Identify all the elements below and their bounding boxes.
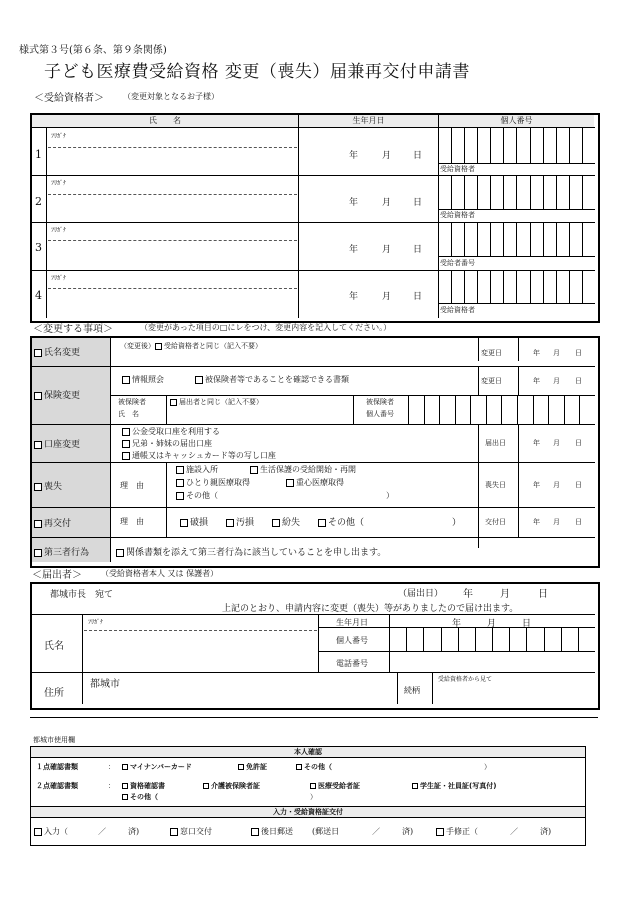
one-point-option-license[interactable]: 免許証 bbox=[238, 762, 267, 772]
later-mail-checkbox[interactable]: 後日郵送 bbox=[251, 826, 293, 837]
insurance-option-document[interactable]: 被保険者等であることを確認できる書類 bbox=[195, 374, 349, 385]
third-party-statement[interactable]: 関係書類を添えて第三者行為に該当していることを申し出ます。 bbox=[116, 545, 386, 558]
ymd-year: 年 bbox=[533, 349, 540, 357]
applicant-relation-label: 続柄 bbox=[404, 686, 420, 695]
dob-month: 月 bbox=[382, 151, 392, 161]
section-heading-recipient: ＜受給資格者＞ bbox=[34, 93, 104, 104]
id-sub-label: 受給資格者 bbox=[440, 306, 475, 314]
section-note-changes: （変更があった項目の□にレをつけ、変更内容を記入してください。） bbox=[140, 323, 392, 332]
id-digit-cells[interactable] bbox=[438, 128, 595, 163]
reissue-option-other-close: ） bbox=[452, 518, 462, 528]
slash: ／ bbox=[510, 827, 518, 836]
mail-date-label: (郵送日 bbox=[312, 827, 340, 836]
holder-label: 被保険者 bbox=[118, 398, 146, 406]
section-note-applicant: （受給資格者本人 又は 保護者） bbox=[101, 569, 219, 578]
dob-month: 月 bbox=[382, 245, 392, 255]
id-sub-label: 受給資格者 bbox=[440, 211, 475, 219]
slash: ／ bbox=[372, 827, 380, 836]
applicant-phone-label: 電話番号 bbox=[336, 659, 368, 668]
input-checkbox[interactable]: 入力（ bbox=[34, 826, 68, 837]
section-heading-applicant: ＜届出者＞ bbox=[32, 570, 82, 581]
account-option-copy[interactable]: 通帳又はキャッシュカード等の写し口座 bbox=[122, 450, 276, 461]
applicant-id-label: 個人番号 bbox=[336, 636, 368, 645]
third-party-checkbox-label[interactable]: 第三者行為 bbox=[34, 545, 89, 558]
id-sub-label: 受給資格者 bbox=[440, 165, 475, 173]
applicant-furigana-label: ﾌﾘｶﾞﾅ bbox=[88, 619, 104, 626]
furigana-label: ﾌﾘｶﾞﾅ bbox=[51, 227, 67, 234]
loss-option-single-parent[interactable]: ひとり親医療取得 bbox=[176, 477, 250, 488]
ymd-year: 年 bbox=[533, 518, 540, 526]
furigana-label: ﾌﾘｶﾞﾅ bbox=[51, 180, 67, 187]
office-use-table bbox=[30, 746, 586, 846]
dob-day: 日 bbox=[413, 292, 423, 302]
account-date-label: 届出日 bbox=[485, 439, 506, 447]
holder-id-cells[interactable] bbox=[408, 395, 595, 424]
verify-title: 本人確認 bbox=[31, 747, 585, 757]
ymd-month: 月 bbox=[553, 377, 560, 385]
applicant-statement: 上記のとおり、申請内容に変更（喪失）等がありましたので届け出ます。 bbox=[222, 604, 519, 614]
ymd-month: 月 bbox=[553, 349, 560, 357]
page-title: 子ども医療費受給資格 変更（喪失）届兼再交付申請書 bbox=[44, 62, 470, 82]
slash: ／ bbox=[98, 827, 106, 836]
dob-year: 年 bbox=[349, 245, 359, 255]
two-point-other-close: ） bbox=[310, 793, 317, 801]
two-point-option-qualification[interactable]: 資格確認書 bbox=[122, 781, 165, 791]
ymd-year: 年 bbox=[533, 377, 540, 385]
two-point-label: ２点確認書類 bbox=[36, 782, 78, 790]
ymd-day: 日 bbox=[575, 439, 582, 447]
holder-id-label-1: 被保険者 bbox=[366, 398, 394, 406]
id-digit-cells[interactable] bbox=[438, 223, 595, 256]
one-point-option-other[interactable]: その他（ bbox=[296, 762, 332, 772]
row-number: 1 bbox=[35, 148, 42, 161]
ymd-day: 日 bbox=[575, 518, 582, 526]
section-note-recipient: （変更対象となるお子様） bbox=[123, 92, 219, 101]
insurance-date-label: 変更日 bbox=[481, 377, 502, 385]
manual-fix-checkbox[interactable]: 手修正（ bbox=[436, 826, 478, 837]
ymd-month: 月 bbox=[553, 518, 560, 526]
id-digit-cells[interactable] bbox=[438, 271, 595, 303]
loss-option-facility[interactable]: 施設入所 bbox=[176, 464, 218, 475]
dob-year: 年 bbox=[349, 198, 359, 208]
row-number: 4 bbox=[35, 289, 42, 302]
office-use-heading: 都城市使用欄 bbox=[33, 736, 75, 744]
reissue-option-damaged[interactable]: 破損 bbox=[180, 515, 208, 528]
furigana-label: ﾌﾘｶﾞﾅ bbox=[51, 275, 67, 282]
form-number: 様式第３号(第６条、第９条関係) bbox=[19, 45, 167, 56]
applicant-dob-year: 年 bbox=[452, 619, 462, 629]
colon: ： bbox=[108, 782, 115, 790]
done: 済) bbox=[402, 827, 414, 836]
dob-year: 年 bbox=[349, 151, 359, 161]
account-option-public[interactable]: 公金受取口座を利用する bbox=[122, 426, 220, 437]
applicant-address-label: 住所 bbox=[44, 688, 64, 699]
section-heading-changes: ＜変更する事項＞ bbox=[33, 324, 113, 335]
applicant-id-cells[interactable] bbox=[389, 627, 595, 651]
reissue-checkbox-label[interactable]: 再交付 bbox=[34, 516, 71, 529]
applicant-relation-note: 受給資格者から見て bbox=[438, 676, 493, 683]
id-sub-label: 受給者番号 bbox=[440, 259, 475, 267]
loss-option-other-close: ） bbox=[386, 491, 394, 500]
dob-day: 日 bbox=[413, 245, 423, 255]
applicant-dob-day: 日 bbox=[522, 619, 532, 629]
reissue-option-soiled[interactable]: 汚損 bbox=[226, 515, 254, 528]
insurance-change-checkbox-label[interactable]: 保険変更 bbox=[34, 388, 80, 401]
holder-name-label: 氏 名 bbox=[118, 410, 139, 418]
insurance-option-inquiry[interactable]: 情報照会 bbox=[122, 374, 164, 385]
input-title: 入力・受給資格証交付 bbox=[31, 807, 585, 817]
changes-table bbox=[30, 336, 600, 568]
ymd-month: 月 bbox=[553, 439, 560, 447]
addressee: 都城市長 宛て bbox=[50, 590, 114, 600]
two-point-option-student[interactable]: 学生証・社員証(写真付) bbox=[412, 781, 496, 791]
account-option-sibling[interactable]: 兄弟・姉妹の届出口座 bbox=[122, 438, 212, 449]
name-change-checkbox-label[interactable]: 氏名変更 bbox=[34, 345, 80, 358]
done: 済) bbox=[128, 827, 140, 836]
row-number: 3 bbox=[35, 241, 42, 254]
reissue-date-label: 交付日 bbox=[485, 518, 506, 526]
ymd-year: 年 bbox=[533, 439, 540, 447]
dob-month: 月 bbox=[382, 198, 392, 208]
filing-date-label: （届出日） bbox=[398, 589, 444, 599]
col-id-header: 個人番号 bbox=[439, 115, 594, 127]
reissue-reason-label: 理 由 bbox=[120, 517, 144, 526]
ymd-day: 日 bbox=[575, 377, 582, 385]
dob-month: 月 bbox=[382, 292, 392, 302]
dob-year: 年 bbox=[349, 292, 359, 302]
one-point-label: １点確認書類 bbox=[36, 763, 78, 771]
filing-year: 年 bbox=[463, 589, 473, 600]
row-number: 2 bbox=[35, 195, 42, 208]
name-change-note: （変更後） 受給資格者と同じ（記入不要） bbox=[120, 342, 262, 350]
loss-option-other[interactable]: その他（ bbox=[176, 490, 218, 501]
applicant-dob-label: 生年月日 bbox=[336, 618, 368, 627]
account-change-checkbox-label[interactable]: 口座変更 bbox=[34, 437, 80, 450]
id-digit-cells[interactable] bbox=[438, 176, 595, 209]
applicant-dob-month: 月 bbox=[487, 619, 497, 629]
furigana-label: ﾌﾘｶﾞﾅ bbox=[51, 133, 67, 140]
holder-id-label-2: 個人番号 bbox=[366, 410, 394, 418]
filing-month: 月 bbox=[500, 589, 510, 600]
reissue-option-lost[interactable]: 紛失 bbox=[272, 515, 300, 528]
loss-reason-label: 理 由 bbox=[120, 481, 144, 490]
dob-day: 日 bbox=[413, 151, 423, 161]
ymd-month: 月 bbox=[553, 481, 560, 489]
name-change-date-label: 変更日 bbox=[481, 349, 502, 357]
ymd-day: 日 bbox=[575, 349, 582, 357]
col-dob-header: 生年月日 bbox=[299, 115, 438, 127]
two-point-option-medical[interactable]: 医療受給者証 bbox=[310, 781, 360, 791]
counter-issue-checkbox[interactable]: 窓口交付 bbox=[170, 826, 212, 837]
applicant-name-label: 氏名 bbox=[44, 641, 64, 652]
loss-option-severe[interactable]: 重心医療取得 bbox=[286, 477, 344, 488]
two-point-option-other[interactable]: その他（ bbox=[122, 792, 158, 802]
one-point-other-close: ） bbox=[484, 763, 491, 771]
applicant-address-value[interactable]: 都城市 bbox=[90, 679, 120, 690]
reissue-option-other[interactable]: その他（ bbox=[318, 515, 364, 528]
applicant-phone-field[interactable] bbox=[390, 652, 594, 671]
dob-day: 日 bbox=[413, 198, 423, 208]
one-point-option-mynumber[interactable]: マイナンバーカード bbox=[122, 762, 192, 772]
loss-option-welfare[interactable]: 生活保護の受給開始・再開 bbox=[250, 464, 356, 475]
loss-checkbox-label[interactable]: 喪失 bbox=[34, 479, 62, 492]
filing-day: 日 bbox=[538, 589, 548, 600]
loss-date-label: 喪失日 bbox=[485, 481, 506, 489]
ymd-year: 年 bbox=[533, 481, 540, 489]
colon: ： bbox=[108, 763, 115, 771]
two-point-option-care[interactable]: 介護被保険者証 bbox=[203, 781, 260, 791]
holder-same-note[interactable]: 届出者と同じ（記入不要） bbox=[170, 397, 263, 407]
done: 済) bbox=[540, 827, 552, 836]
ymd-day: 日 bbox=[575, 481, 582, 489]
col-name-header: 氏 名 bbox=[32, 115, 298, 127]
